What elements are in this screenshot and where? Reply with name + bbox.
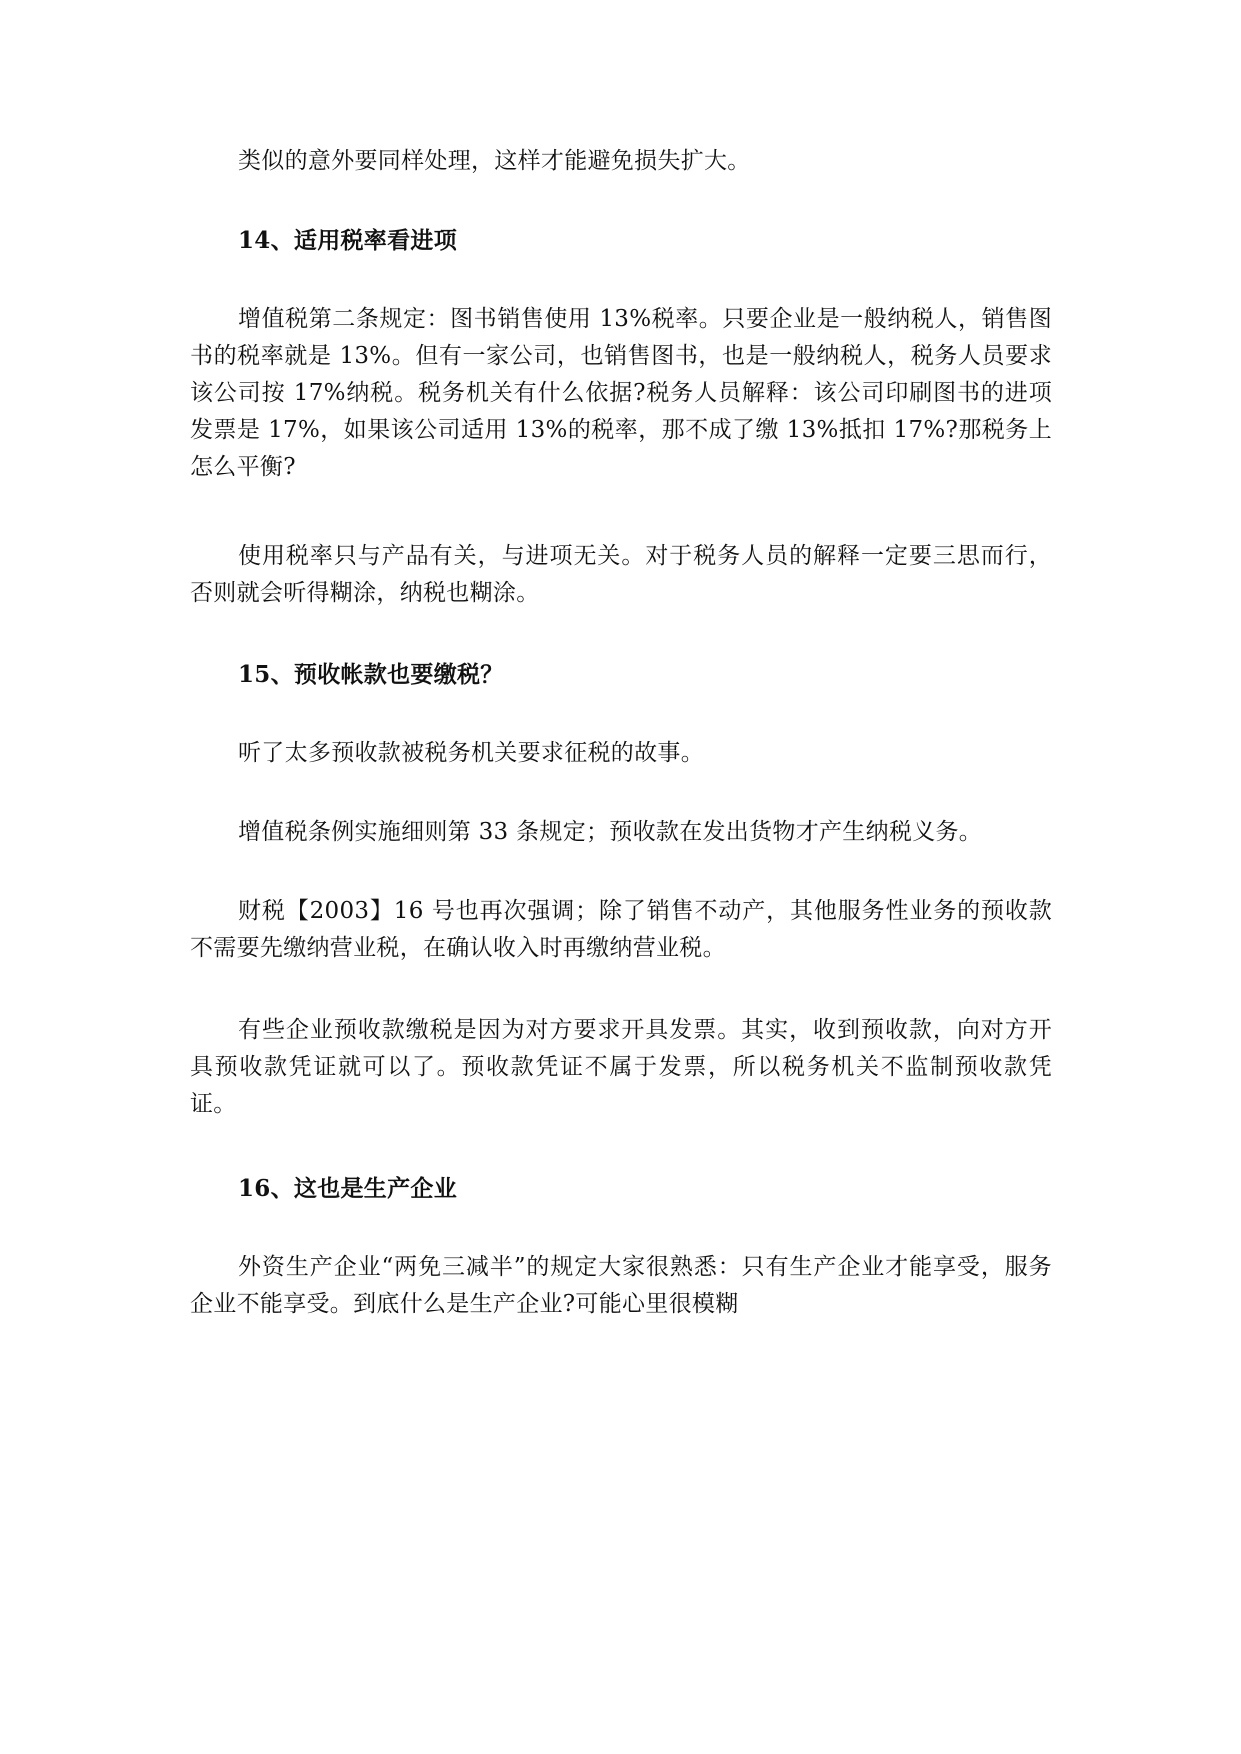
- paragraph-15-4: 有些企业预收款缴税是因为对方要求开具发票。其实，收到预收款，向对方开具预收款凭证就可以了。预收款凭证不属于发票，所以税务机关不监制预收款凭证。: [190, 1017, 1052, 1117]
- paragraph-15-2: 增值税条例实施细则第 33 条规定；预收款在发出货物才产生纳税义务。: [238, 819, 983, 845]
- paragraph-14-1: 增值税第二条规定：图书销售使用 13%税率。只要企业是一般纳税人，销售图书的税率就是 13%。但有一家公司，也销售图书，也是一般纳税人，税务人员要求该公司按 17%纳税。税务机关有什么依据?税务人员解释：该公司印刷图书的进项发票是 17%，如果该公司适用 13%的税率，那不成了缴 13%抵扣 17%?那税务上怎么平衡?: [190, 306, 1052, 480]
- section-heading-14: 14、适用税率看进项: [238, 227, 458, 254]
- paragraph-14-2: 使用税率只与产品有关，与进项无关。对于税务人员的解释一定要三思而行，否则就会听得糊涂，纳税也糊涂。: [190, 543, 1052, 606]
- paragraph-15-3: 财税【2003】16 号也再次强调；除了销售不动产，其他服务性业务的预收款不需要先缴纳营业税，在确认收入时再缴纳营业税。: [190, 898, 1052, 961]
- paragraph-intro: 类似的意外要同样处理，这样才能避免损失扩大。: [238, 148, 751, 174]
- section-heading-15: 15、预收帐款也要缴税？: [238, 661, 504, 688]
- section-heading-16: 16、这也是生产企业: [238, 1175, 458, 1202]
- paragraph-16-1: 外资生产企业“两免三减半”的规定大家很熟悉：只有生产企业才能享受，服务企业不能享受。到底什么是生产企业?可能心里很模糊: [190, 1254, 1052, 1317]
- paragraph-15-1: 听了太多预收款被税务机关要求征税的故事。: [238, 740, 704, 766]
